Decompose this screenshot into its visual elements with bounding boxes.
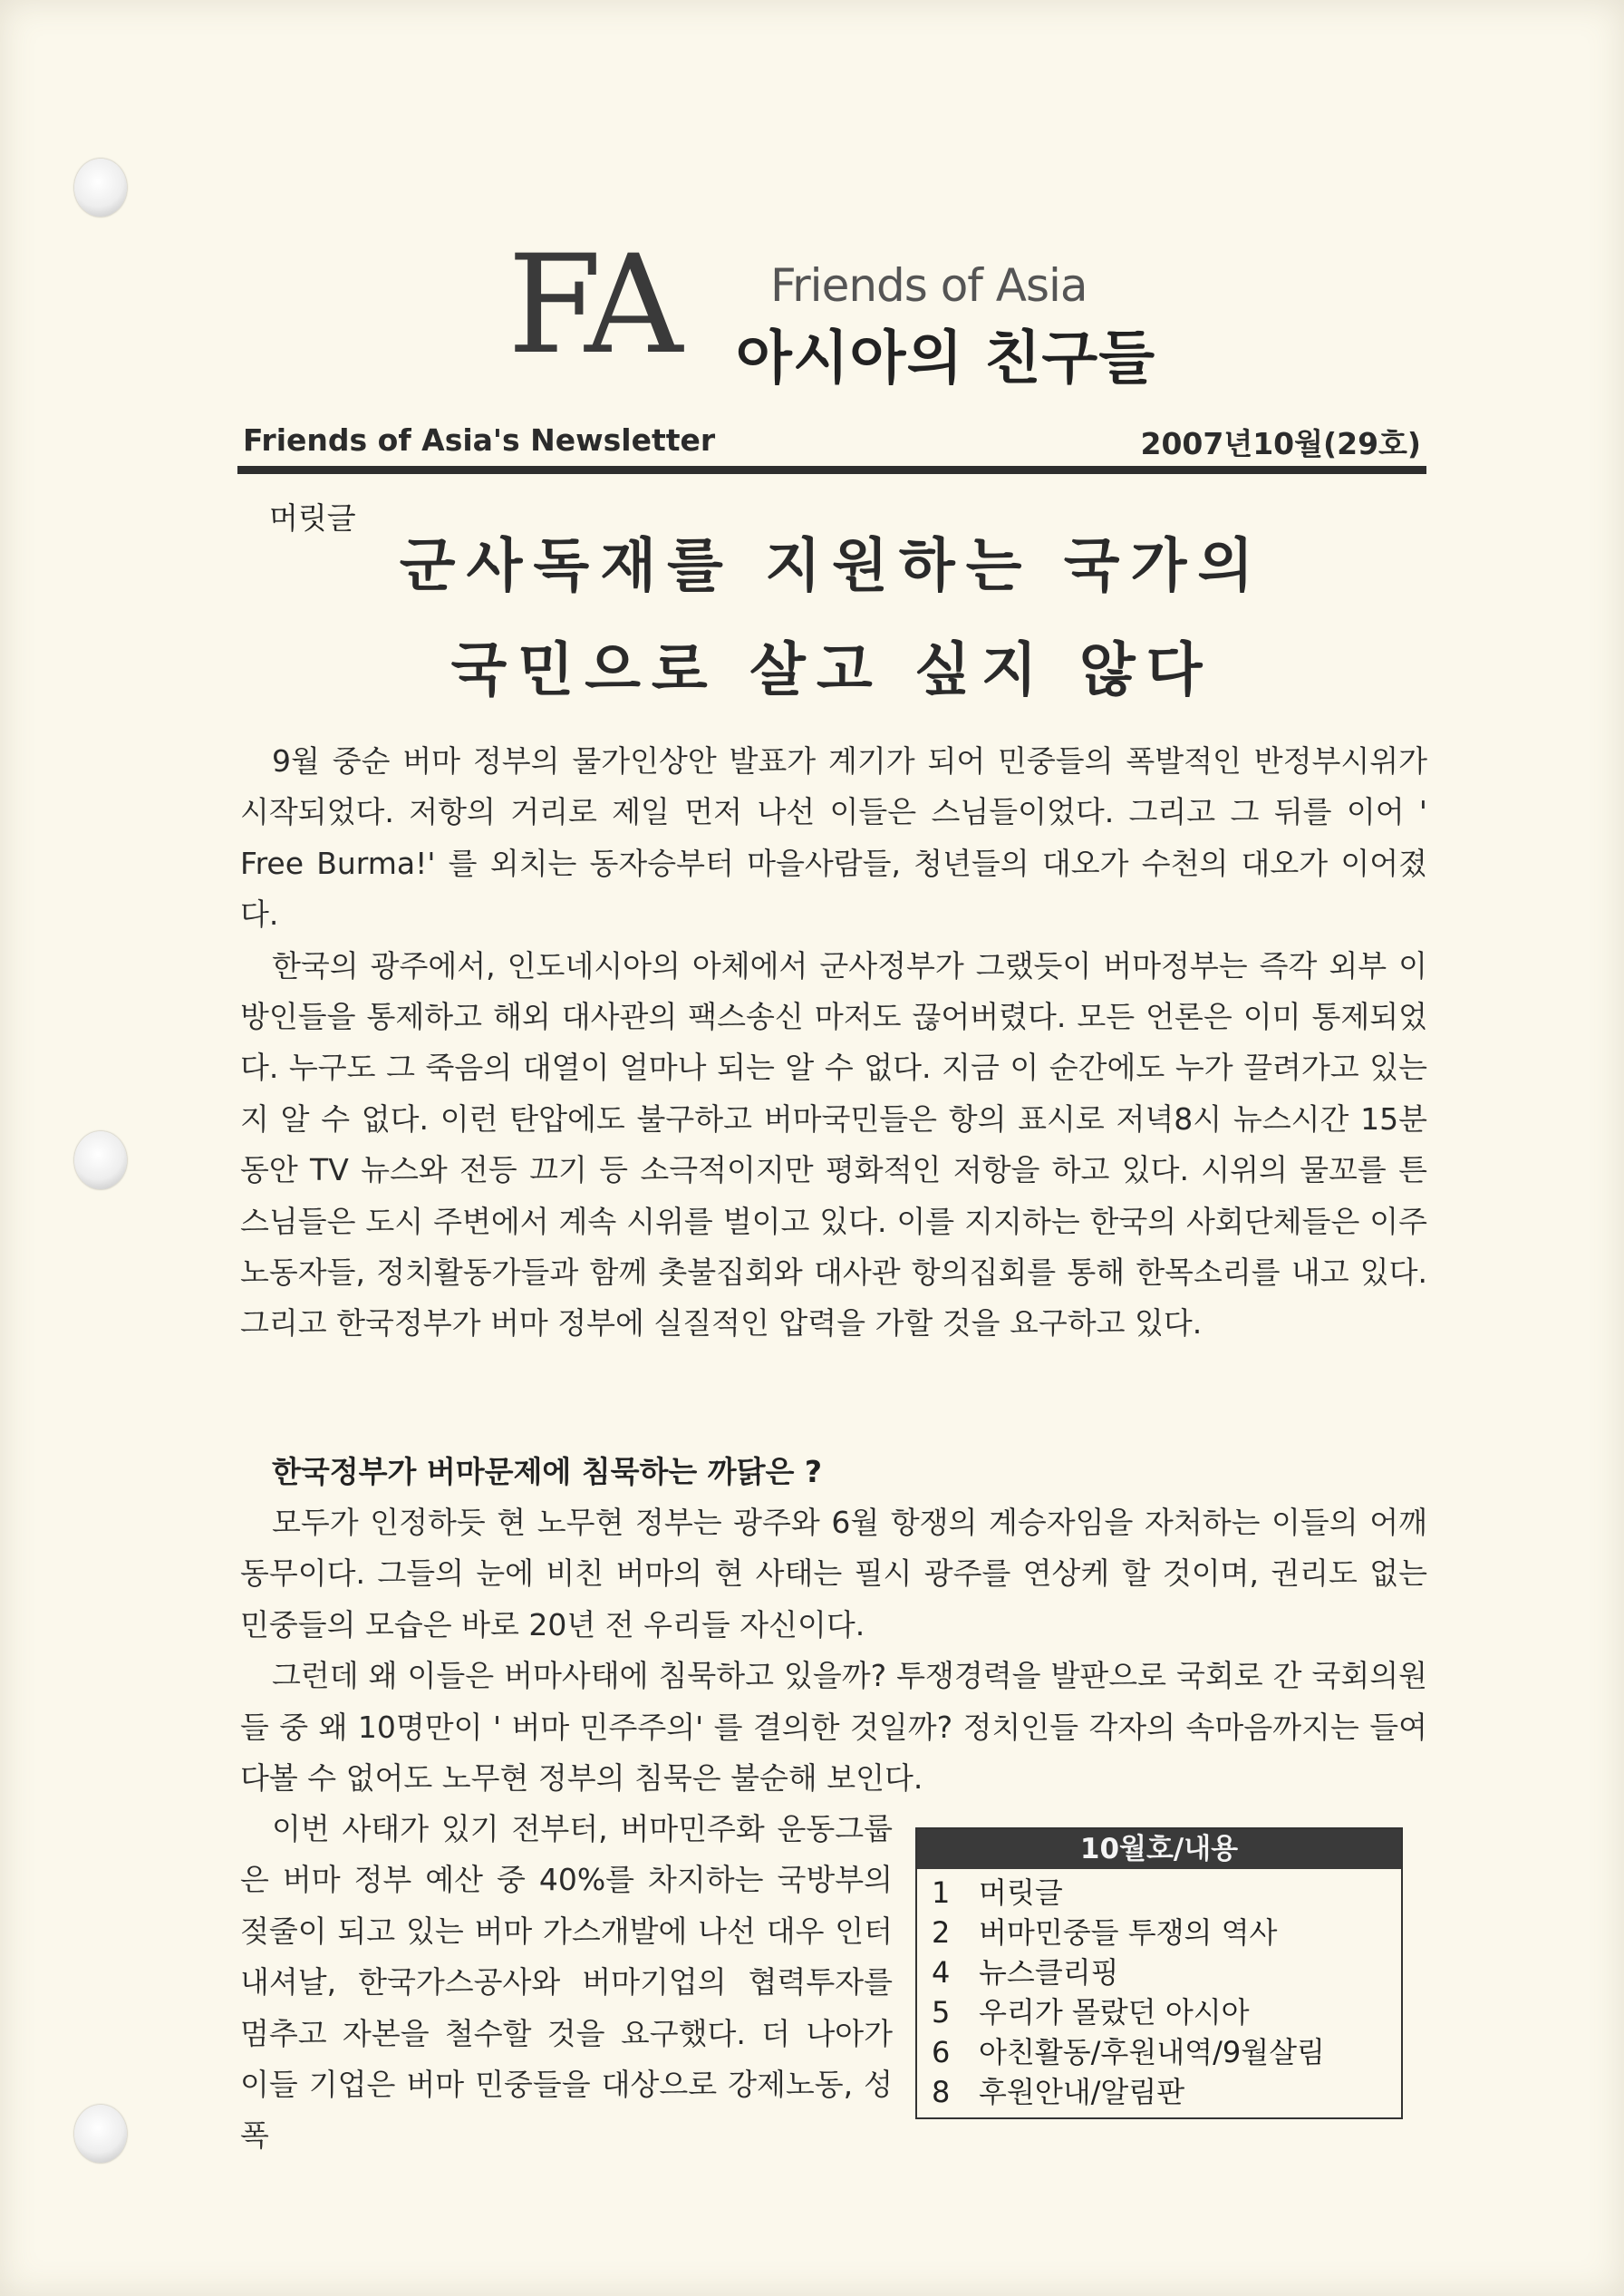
toc-page-number: 1 (932, 1875, 951, 1910)
toc-item-label: 우리가 몰랐던 아시아 (979, 1995, 1250, 2030)
toc-page-number: 4 (932, 1955, 951, 1990)
section-subheading: 한국정부가 버마문제에 침묵하는 까닭은 ? (272, 1454, 823, 1489)
masthead-logo (508, 227, 1196, 392)
toc-item-label: 머릿글 (979, 1875, 1063, 1910)
article-body-continued (240, 1497, 1427, 1804)
toc-item (917, 1992, 1401, 2032)
table-of-contents (915, 1827, 1403, 2119)
toc-item-label: 후원안내/알림판 (979, 2075, 1185, 2109)
toc-item (917, 2032, 1401, 2072)
binder-hole-bottom (74, 2105, 127, 2163)
article-column (240, 1804, 893, 2162)
toc-item-label: 뉴스클리핑 (979, 1955, 1119, 1990)
paragraph: 모두가 인정하듯 현 노무현 정부는 광주와 6월 항쟁의 계승자임을 자처하는 이들의 어깨동무이다. 그들의 눈에 비친 버마의 현 사태는 필시 광주를 연상케 할 것이며, 권리도 없는 민중들의 모습은 바로 20년 전 우리들 자신이다. (240, 1505, 1427, 1642)
toc-item (917, 2072, 1401, 2112)
toc-page-number: 6 (932, 2035, 951, 2069)
toc-page-number: 2 (932, 1915, 951, 1950)
logo-english-name: Friends of Asia (770, 259, 1088, 312)
toc-item (917, 1952, 1401, 1992)
masthead-divider (237, 466, 1426, 474)
logo-korean-name: 아시아의 친구들 (736, 325, 1156, 392)
logo-mark: FA (508, 227, 678, 384)
paragraph: 9월 중순 버마 정부의 물가인상안 발표가 계기가 되어 민중들의 폭발적인 반정부시위가 시작되었다. 저항의 거리로 제일 먼저 나선 이들은 스님들이었다. 그리고 그 뒤를 이어 ' Free Burma!' 를 외치는 동자승부터 마을사람들, 청년들의 대오가 수천의 대오가 이어졌다. (240, 743, 1427, 933)
headline-line-1: 군사독재를 지원하는 국가의 (399, 533, 1265, 600)
binder-hole-middle (74, 1131, 127, 1189)
toc-title: 10월호/내용 (917, 1829, 1401, 1869)
section-label: 머릿글 (269, 500, 356, 536)
toc-item (917, 1873, 1401, 1913)
paragraph: 한국의 광주에서, 인도네시아의 아체에서 군사정부가 그랬듯이 버마정부는 즉각 외부 이방인들을 통제하고 해외 대사관의 팩스송신 마저도 끊어버렸다. 모든 언론은 이미 통제되었다. 누구도 그 죽음의 대열이 얼마나 되는 알 수 없다. 지금 이 순간에도 누가 끌려가고 있는 지 알 수 없다. 이런 탄압에도 불구하고 버마국민들은 항의 표시로 저녁8시 뉴스시간 15분 동안 TV 뉴스와 전등 끄기 등 소극적이지만 평화적인 저항을 하고 있다. 시위의 물꼬를 튼 스님들은 도시 주변에서 계속 시위를 벌이고 있다. 이를 지지하는 한국의 사회단체들은 이주노동자들, 정치활동가들과 함께 촛불집회와 대사관 항의집회를 통해 한목소리를 내고 있다. 그리고 한국정부가 버마 정부에 실질적인 압력을 가할 것을 요구하고 있다. (240, 947, 1427, 1342)
toc-item (917, 1913, 1401, 1952)
toc-item-label: 아친활동/후원내역/9월살림 (979, 2035, 1325, 2069)
toc-list (917, 1869, 1401, 2117)
article-body (240, 736, 1427, 1350)
paragraph: 이번 사태가 있기 전부터, 버마민주화 운동그룹은 버마 정부 예산 중 40%를 차지하는 국방부의 젖줄이 되고 있는 버마 가스개발에 나선 대우 인터내셔날, 한국가스공사와 버마기업의 협력투자를 멈추고 자본을 철수할 것을 요구했다. 더 나아가 이들 기업은 버마 민중들을 대상으로 강제노동, 성폭 (240, 1811, 893, 2154)
toc-page-number: 8 (932, 2075, 951, 2109)
binder-hole-top (74, 159, 127, 217)
issue-date: 2007년10월(29호) (1140, 426, 1421, 461)
headline-line-2: 국민으로 살고 싶지 않다 (450, 637, 1213, 704)
paragraph: 그런데 왜 이들은 버마사태에 침묵하고 있을까? 투쟁경력을 발판으로 국회로 간 국회의원들 중 왜 10명만이 ' 버마 민주주의' 를 결의한 것일까? 정치인들 각자의 속마음까지는 들여다볼 수 없어도 노무현 정부의 침묵은 불순해 보인다. (240, 1658, 1427, 1797)
toc-page-number: 5 (932, 1995, 951, 2030)
newsletter-label: Friends of Asia's Newsletter (243, 422, 716, 458)
toc-item-label: 버마민중들 투쟁의 역사 (979, 1915, 1278, 1950)
